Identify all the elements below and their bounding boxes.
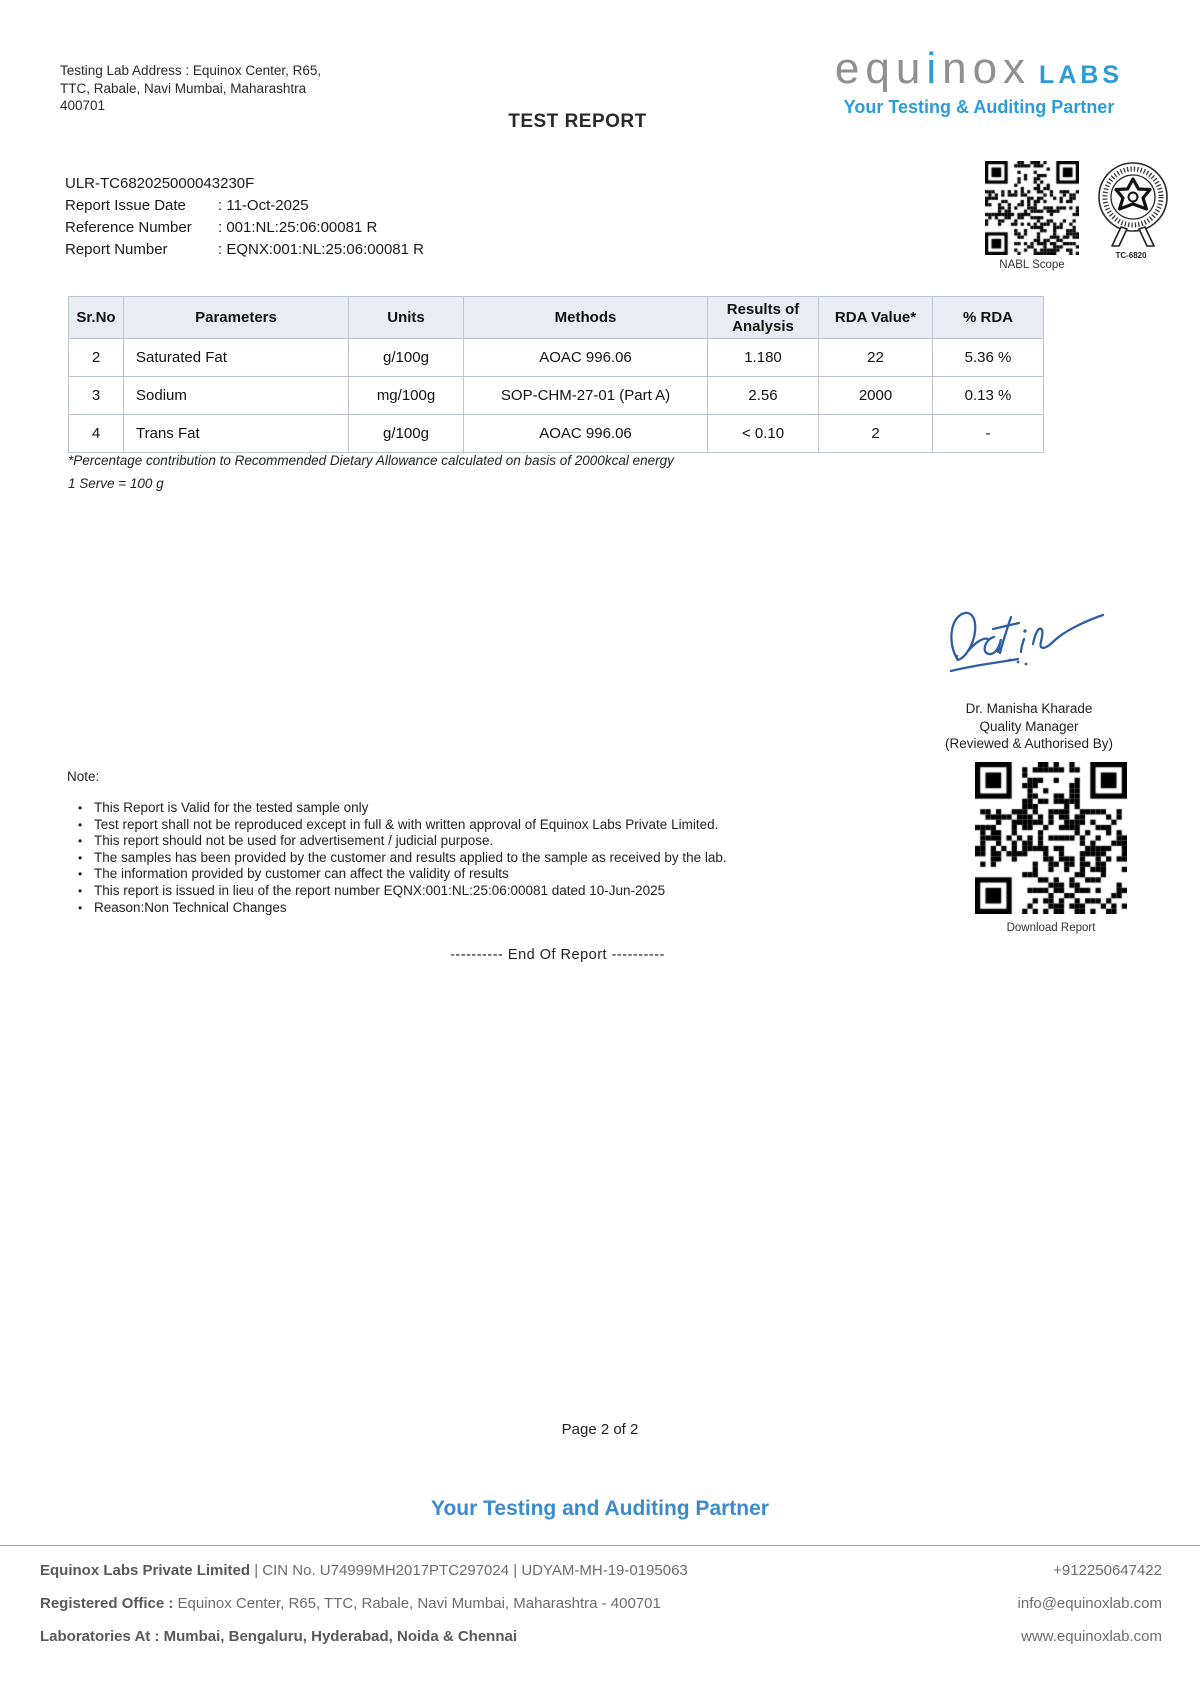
download-report-qr-code [975,762,1127,914]
logo-labs-text: LABS [1039,61,1124,89]
meta-value: : 001:NL:25:06:00081 R [218,219,378,236]
table-cell: Sodium [124,377,349,415]
logo-wordmark: equinox [834,44,1032,93]
table-cell: g/100g [349,415,464,453]
table-cell: - [933,415,1044,453]
table-cell: < 0.10 [708,415,819,453]
footer-company-line: Equinox Labs Private Limited | CIN No. U74999MH2017PTC297024 | UDYAM-MH-19-0195063 [40,1562,688,1579]
lab-address-line: Testing Lab Address : Equinox Center, R65, [60,63,322,78]
nabl-scope-qr-label: NABL Scope [999,259,1065,271]
footer-row [40,1627,1162,1647]
note-item: • This Report is Valid for the tested sample only [76,800,796,817]
column-header: Sr.No [69,297,124,339]
table-cell: 22 [819,339,933,377]
results-table [68,296,1044,453]
footer-row [40,1561,1162,1581]
note-item: • The samples has been provided by the customer and results applied to the sample as received by the lab. [76,850,796,867]
column-header: Results of Analysis [708,297,819,339]
page-title: TEST REPORT [508,111,647,132]
results-table-header-row [69,297,1044,339]
column-header: Methods [464,297,708,339]
table-cell: AOAC 996.06 [464,415,708,453]
download-report-qr-label: Download Report [1006,922,1096,934]
note-item: • The information provided by customer can affect the validity of results [76,866,796,883]
footer-divider [0,1545,1200,1546]
table-row [69,377,1044,415]
end-of-report: ---------- End Of Report ---------- [450,947,665,963]
lab-address-line: 400701 [60,98,106,113]
note-item: • Test report shall not be reproduced except in full & with written approval of Equinox Labs Private Limited. [76,817,796,834]
column-header: Parameters [124,297,349,339]
table-cell: SOP-CHM-27-01 (Part A) [464,377,708,415]
meta-row [65,239,424,261]
meta-label: Reference Number [65,219,192,236]
seal-label: TC-6820 [1115,251,1147,260]
table-cell: 2.56 [708,377,819,415]
table-cell: 2 [819,415,933,453]
footer-labs-line: Laboratories At : Mumbai, Bengaluru, Hyderabad, Noida & Chennai [40,1628,518,1645]
footer-phone: +912250647422 [1053,1562,1162,1579]
serve-size-note: 1 Serve = 100 g [68,476,164,491]
signatory-note: (Reviewed & Authorised By) [944,736,1114,751]
note-item: • Reason:Non Technical Changes [76,900,796,917]
footer [40,1561,1162,1660]
note-list [76,800,796,916]
meta-label: Report Issue Date [65,197,186,214]
footer-email: info@equinoxlab.com [1017,1595,1162,1612]
signatory-name: Dr. Manisha Kharade [965,701,1093,716]
meta-label: Report Number [65,241,168,258]
table-cell: 1.180 [708,339,819,377]
signatory-block [924,700,1134,753]
note-item: • This report should not be used for advertisement / judicial purpose. [76,833,796,850]
table-cell: 0.13 % [933,377,1044,415]
lab-address [60,62,321,115]
table-cell: g/100g [349,339,464,377]
table-row [69,415,1044,453]
footer-office-line: Registered Office : Equinox Center, R65, TTC, Rabale, Navi Mumbai, Maharashtra - 400701 [40,1595,661,1612]
nabl-accreditation-seal-icon [1094,157,1172,249]
table-cell: 3 [69,377,124,415]
lab-address-line: TTC, Rabale, Navi Mumbai, Maharashtra [60,80,307,96]
table-cell: 2 [69,339,124,377]
signatory-role: Quality Manager [979,718,1079,734]
meta-value: : 11-Oct-2025 [218,197,309,214]
equinox-labs-logo [824,44,1134,118]
footer-row [40,1594,1162,1614]
note-heading: Note: [67,769,100,784]
signature [938,598,1110,693]
logo-tagline: Your Testing & Auditing Partner [843,97,1115,117]
column-header: Units [349,297,464,339]
table-cell: Trans Fat [124,415,349,453]
table-cell: 4 [69,415,124,453]
nabl-scope-qr-code [985,161,1079,255]
table-cell: 5.36 % [933,339,1044,377]
table-cell: AOAC 996.06 [464,339,708,377]
page-number: Page 2 of 2 [561,1421,639,1438]
footer-website: www.equinoxlab.com [1021,1628,1162,1645]
table-cell: Saturated Fat [124,339,349,377]
column-header: % RDA [933,297,1044,339]
logo-accent-letter: i [926,44,943,93]
column-header: RDA Value* [819,297,933,339]
meta-row [65,217,424,239]
ulr-number: ULR-TC682025000043230F [65,175,255,192]
report-meta [65,173,424,261]
table-row [69,339,1044,377]
results-table-body [69,339,1044,453]
rda-footnote: *Percentage contribution to Recommended Dietary Allowance calculated on basis of 2000kcal energy [68,453,674,468]
note-item: • This report is issued in lieu of the report number EQNX:001:NL:25:06:00081 dated 10-Jun-2025 [76,883,796,900]
meta-value: : EQNX:001:NL:25:06:00081 R [218,241,424,258]
bottom-tagline: Your Testing and Auditing Partner [431,1497,769,1520]
table-cell: mg/100g [349,377,464,415]
table-cell: 2000 [819,377,933,415]
meta-row [65,195,424,217]
